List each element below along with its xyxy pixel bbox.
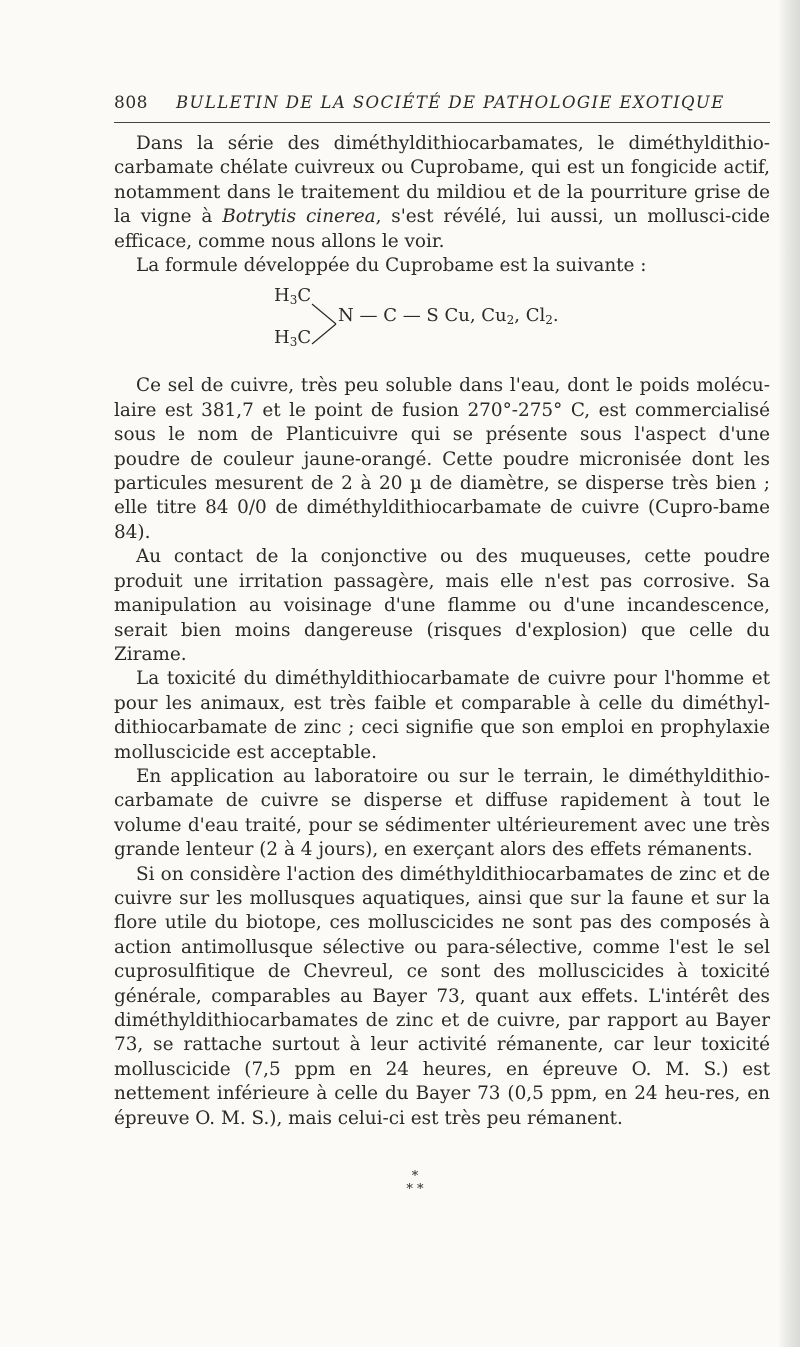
- asterism-bottom: * *: [406, 1182, 424, 1197]
- article-body: [114, 132, 770, 1131]
- paragraph-3: Ce sel de cuivre, très peu soluble dans l'eau, dont le poids molécu-laire est 381,7 et le point de fusion 270°-275° C, est commercialisé sous le nom de Planticuivre qui se présente sous l'aspect d'une poudre de couleur jaune-orangé. Cette poudre micronisée dont les particules mesurent de 2 à 20 µ de diamètre, se disperse très bien ; elle titre 84 0/0 de diméthyldithiocarbamate de cuivre (Cupro-bame 84).: [114, 375, 770, 543]
- header-rule: [114, 122, 770, 123]
- species-name: Botrytis cinerea: [222, 206, 376, 228]
- page-spine-shadow: [778, 0, 800, 1347]
- formula-methyl-top: $H_3C$: [274, 285, 312, 308]
- paragraph-5: La toxicité du diméthyldithiocarbamate de cuivre pour l'homme et pour les animaux, est très faible et comparable à celle du diméthyl-dithiocarbamate de zinc ; ceci signifie que son emploi en prophylaxie molluscicide est acceptable.: [114, 668, 770, 763]
- paragraph-1-text-a: Dans la série des diméthyldithiocarbamates, le diméthyldithio-carbamate chélate cuivreux ou Cuprobame, qui est un fongicide actif, notamment dans le traitement du mildiou et de la pourriture grise de la vigne à: [114, 133, 770, 228]
- page-number: 808: [114, 93, 148, 113]
- paragraph-1: [114, 132, 770, 254]
- paragraph-2: La formule développée du Cuprobame est la suivante :: [136, 255, 647, 277]
- page-header: [114, 93, 770, 117]
- paragraph-1-text-b: , s'est révélé, lui aussi, un mollusci-cide efficace, comme nous allons le voir.: [114, 206, 770, 252]
- paragraph-7: Si on considère l'action des diméthyldithiocarbamates de zinc et de cuivre sur les mollusques aquatiques, ainsi que sur la faune et sur la flore utile du biotope, ces molluscicides ne sont pas des composés à action antimollusque sélective ou para-sélective, comme l'est le sel cuprosulfitique de Chevreul, ce sont des molluscicides à toxicité générale, comparables au Bayer 73, quant aux effets. L'intérêt des diméthyldithiocarbamates de zinc et de cuivre, par rapport au Bayer 73, se rattache surtout à leur activité rémanente, car leur toxicité molluscicide (7,5 ppm en 24 heures, en épreuve O. M. S.) est nettement inférieure à celle du Bayer 73 (0,5 ppm, en 24 heu-res, en épreuve O. M. S.), mais celui-ci est très peu rémanent.: [114, 863, 770, 1129]
- formula-methyl-bottom: $H_3C$: [274, 327, 312, 350]
- running-title: BULLETIN DE LA SOCIÉTÉ DE PATHOLOGIE EXOTIQUE: [176, 93, 725, 112]
- paragraph-6: En application au laboratoire ou sur le terrain, le diméthyldithio-carbamate de cuivre se disperse et diffuse rapidement à tout le volume d'eau traité, pour se sédimenter ultérieurement avec une très grande lenteur (2 à 4 jours), en exerçant alors des effets rémanents.: [114, 765, 770, 861]
- formula-bonds: [310, 294, 340, 354]
- paragraph-4: Au contact de la conjonctive ou des muqueuses, cette poudre produit une irritation passagère, mais elle n'est pas corrosive. Sa manipulation au voisinage d'une flamme ou d'une incandescence, serait bien moins dangereuse (risques d'explosion) que celle du Zirame.: [114, 546, 770, 665]
- chemical-formula: [114, 282, 770, 368]
- asterism: [395, 1170, 435, 1210]
- formula-rhs: N — C — S Cu, $Cu_2$, $Cl_2$.: [338, 305, 559, 328]
- asterism-top: *: [411, 1169, 419, 1184]
